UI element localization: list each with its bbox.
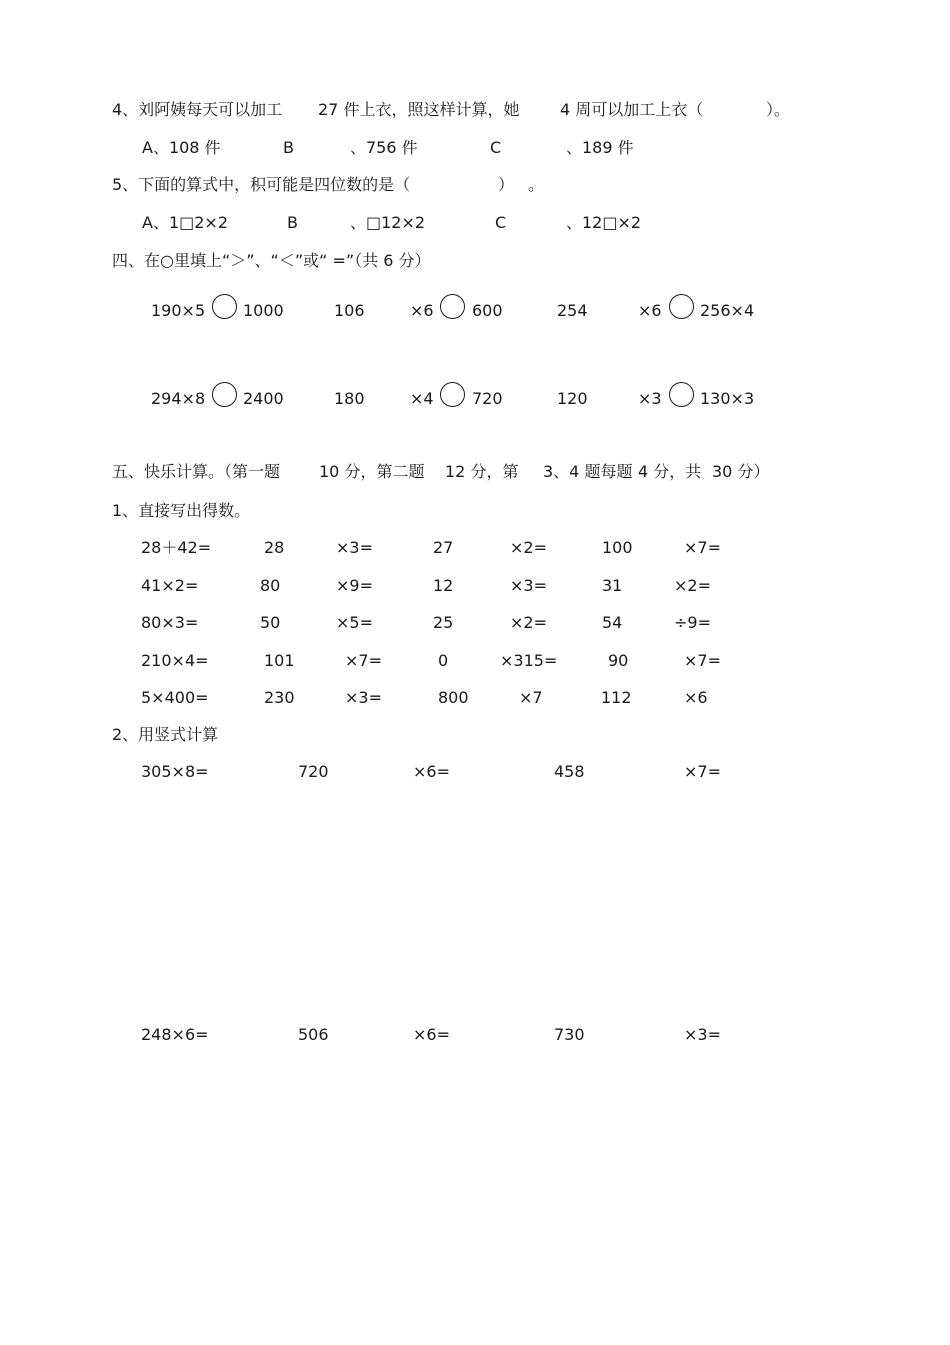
calc-item: ×3= [336,538,373,557]
vertical-calc-item: ×3= [684,1025,721,1044]
cmp-value: 600 [472,301,503,320]
calc-item: ×2= [510,613,547,632]
vertical-calc-item: 720 [298,762,329,781]
cmp-value: 256×4 [700,301,755,320]
calc-item: 31 [602,576,623,595]
cmp-expr: 190×5 [151,301,206,320]
part1-title: 1、直接写出得数。 [112,501,251,520]
section5-title-part5: 4 分，共 [638,462,702,481]
q4-stem-part2: 27 件上衣，照这样计算，她 [318,100,520,119]
q5-stem-part3: 。 [528,175,545,194]
section5-title-part2: 10 分，第二题 [319,462,425,481]
section5-title-part6: 30 分） [712,462,770,481]
calc-item: ×2= [674,576,711,595]
calc-item: 80×3= [141,613,199,632]
cmp-expr: 106 [334,301,365,320]
calc-item: 28 [264,538,285,557]
calc-item: 90 [608,651,629,670]
cmp-expr: ×6 [410,301,434,320]
calc-item: 0 [438,651,449,670]
calc-item: ×2= [510,538,547,557]
vertical-calc-item: 305×8= [141,762,209,781]
calc-item: ×7= [684,651,721,670]
calc-item: ×6 [684,688,708,707]
calc-item: 12 [433,576,454,595]
calc-item: ×3= [345,688,382,707]
calc-item: 27 [433,538,454,557]
calc-item: ÷9= [674,613,711,632]
calc-item: 25 [433,613,454,632]
calc-item: 5×400= [141,688,209,707]
calc-item: 80 [260,576,281,595]
vertical-calc-item: ×6= [413,1025,450,1044]
calc-item: 28＋42= [141,538,212,557]
cmp-expr: 254 [557,301,588,320]
compare-circle[interactable] [669,382,694,407]
calc-item: 800 [438,688,469,707]
cmp-value: 1000 [243,301,284,320]
q5-option-c-letter: C [495,213,507,232]
q5-stem-part2: ） [498,175,515,194]
cmp-value: 2400 [243,389,284,408]
calc-item: 230 [264,688,295,707]
vertical-calc-item: 506 [298,1025,329,1044]
cmp-expr: ×6 [638,301,662,320]
q5-option-b: 、□12×2 [350,213,426,232]
calc-item: 112 [601,688,632,707]
q4-option-c-letter: C [490,138,502,157]
cmp-expr: 294×8 [151,389,206,408]
cmp-expr: 120 [557,389,588,408]
q4-option-b-letter: B [283,138,294,157]
cmp-expr: ×3 [638,389,662,408]
q4-option-b: 、756 件 [350,138,418,157]
cmp-value: 720 [472,389,503,408]
section5-title-part3: 12 分，第 [445,462,519,481]
vertical-calc-item: 458 [554,762,585,781]
compare-circle[interactable] [212,382,237,407]
q5-stem-part1: 5、下面的算式中，积可能是四位数的是（ [112,175,411,194]
vertical-calc-item: ×7= [684,762,721,781]
compare-circle[interactable] [669,294,694,319]
section5-title-part1: 五、快乐计算。（第一题 [112,462,281,481]
calc-item: 101 [264,651,295,670]
section4-title: 四、在○里填上“＞”、“＜”或“ =”（共 6 分） [112,251,431,270]
calc-item: ×7= [345,651,382,670]
cmp-expr: ×4 [410,389,434,408]
compare-circle[interactable] [440,382,465,407]
q5-option-b-letter: B [287,213,298,232]
calc-item: 100 [602,538,633,557]
calc-item: ×7 [519,688,543,707]
vertical-calc-item: ×6= [413,762,450,781]
calc-item: 210×4= [141,651,209,670]
cmp-value: 130×3 [700,389,755,408]
calc-item: 54 [602,613,623,632]
calc-item: ×9= [336,576,373,595]
section5-title-part4: 3、4 题每题 [543,462,633,481]
q4-stem-part1: 4、刘阿姨每天可以加工 [112,100,283,119]
q5-option-a: A、1□2×2 [142,213,229,232]
calc-item: ×3= [510,576,547,595]
vertical-calc-item: 248×6= [141,1025,209,1044]
q4-option-a: A、108 件 [142,138,221,157]
calc-item: ×315= [500,651,558,670]
q4-stem-part4: ）。 [766,100,791,119]
q5-option-c: 、12□×2 [566,213,642,232]
q4-option-c: 、189 件 [566,138,634,157]
compare-circle[interactable] [212,294,237,319]
calc-item: ×5= [336,613,373,632]
calc-item: 50 [260,613,281,632]
compare-circle[interactable] [440,294,465,319]
vertical-calc-item: 730 [554,1025,585,1044]
calc-item: ×7= [684,538,721,557]
calc-item: 41×2= [141,576,199,595]
cmp-expr: 180 [334,389,365,408]
part2-title: 2、用竖式计算 [112,725,219,744]
q4-stem-part3: 4 周可以加工上衣（ [560,100,704,119]
